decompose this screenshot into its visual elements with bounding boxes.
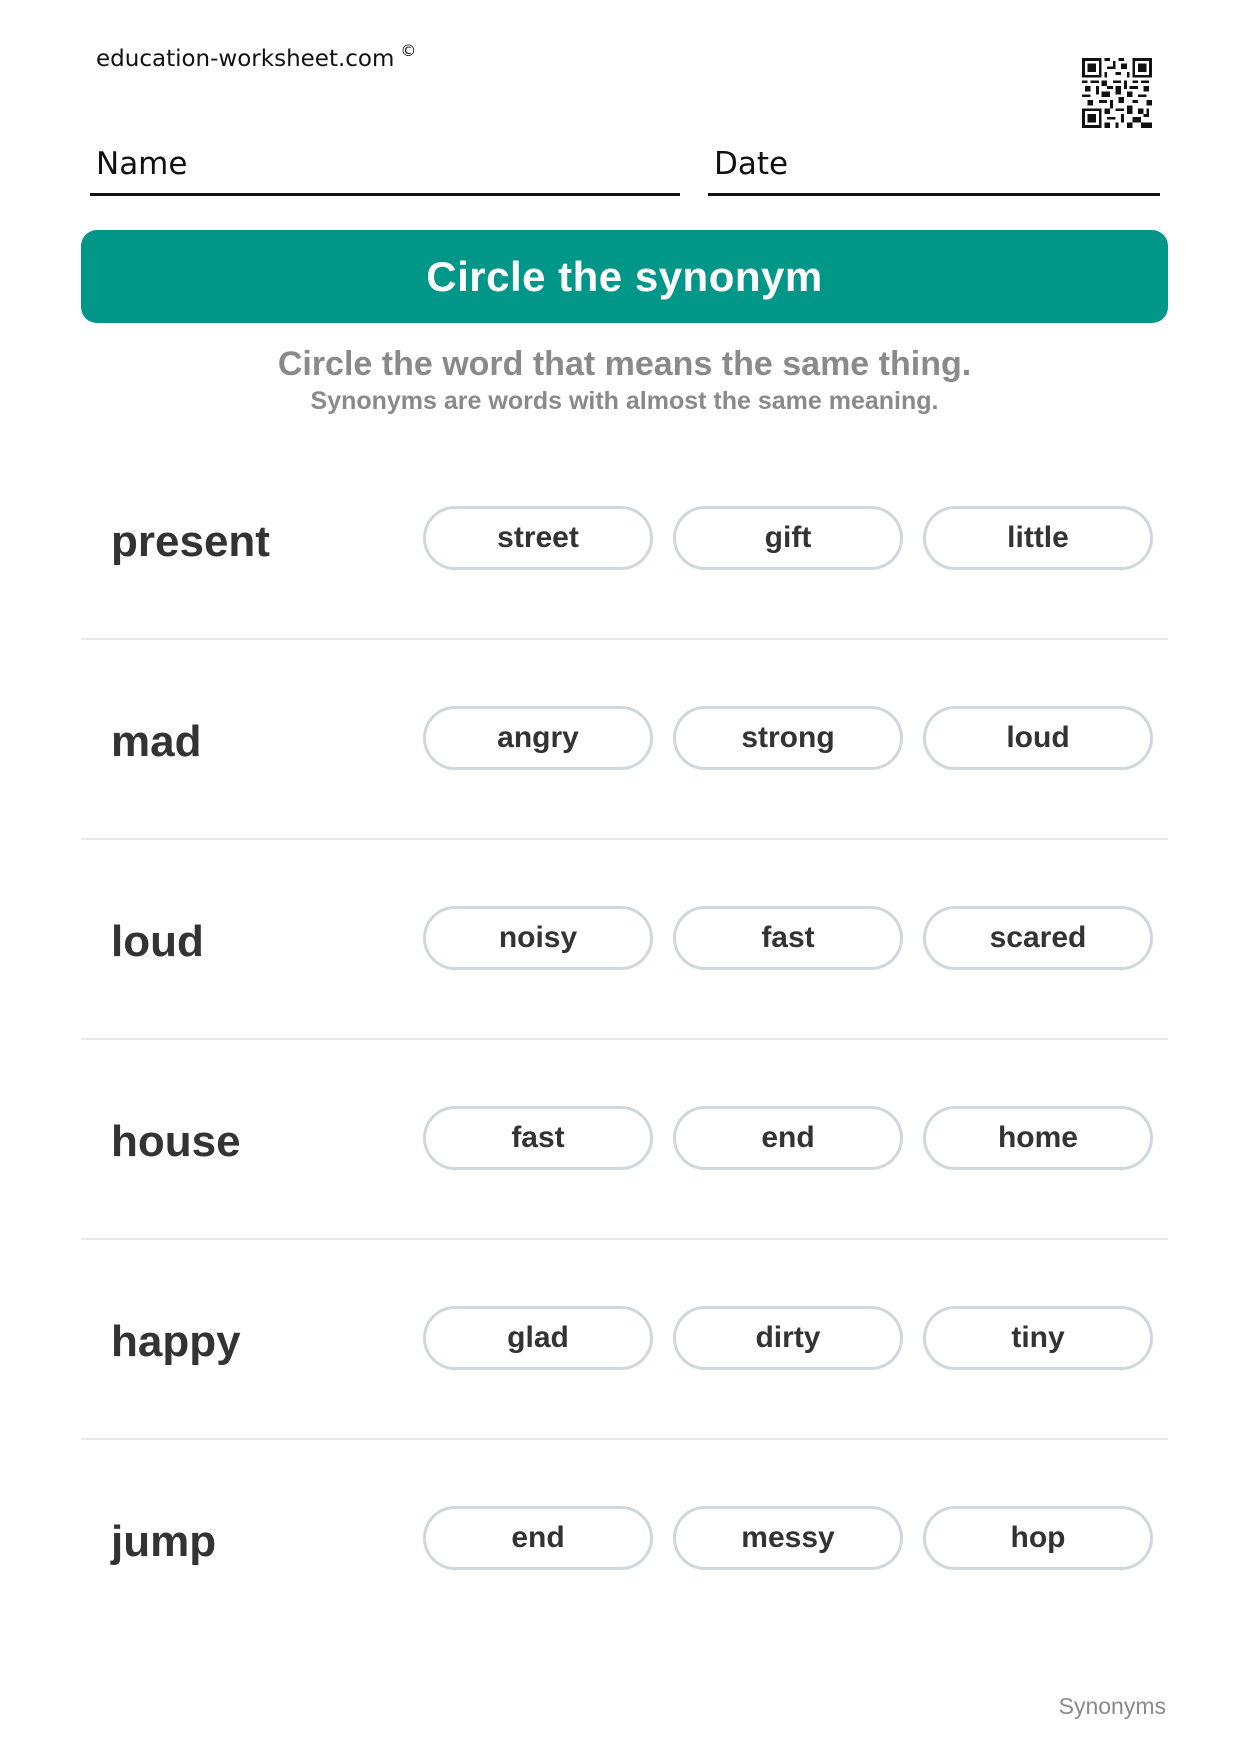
- answer-option[interactable]: end: [423, 1506, 653, 1570]
- question-row: [81, 640, 1168, 840]
- answer-option[interactable]: street: [423, 506, 653, 570]
- name-label: Name: [96, 146, 188, 182]
- answer-options: [423, 1506, 1153, 1570]
- instructions: [81, 342, 1168, 416]
- answer-option[interactable]: end: [673, 1106, 903, 1170]
- question-row: [81, 1440, 1168, 1640]
- answer-option[interactable]: glad: [423, 1306, 653, 1370]
- title-banner: [81, 230, 1168, 323]
- question-row: [81, 1040, 1168, 1240]
- answer-option[interactable]: angry: [423, 706, 653, 770]
- answer-options: [423, 1106, 1153, 1170]
- name-field[interactable]: [90, 140, 680, 196]
- answer-option[interactable]: dirty: [673, 1306, 903, 1370]
- date-label: Date: [714, 146, 789, 182]
- answer-option[interactable]: messy: [673, 1506, 903, 1570]
- target-word: present: [111, 517, 270, 566]
- site-url-text: education-worksheet.com: [96, 46, 395, 72]
- target-word: jump: [111, 1517, 217, 1566]
- answer-option[interactable]: strong: [673, 706, 903, 770]
- answer-option[interactable]: home: [923, 1106, 1153, 1170]
- question-row: [81, 440, 1168, 640]
- answer-options: [423, 506, 1153, 570]
- target-word: loud: [111, 917, 204, 966]
- qr-code-icon: [1082, 58, 1152, 128]
- answer-option[interactable]: noisy: [423, 906, 653, 970]
- answer-option[interactable]: tiny: [923, 1306, 1153, 1370]
- answer-options: [423, 706, 1153, 770]
- target-word: happy: [111, 1317, 241, 1366]
- question-row: [81, 1240, 1168, 1440]
- target-word: house: [111, 1117, 241, 1166]
- site-url: [96, 41, 417, 72]
- answer-options: [423, 1306, 1153, 1370]
- question-row: [81, 840, 1168, 1040]
- answer-option[interactable]: fast: [673, 906, 903, 970]
- date-field[interactable]: [708, 140, 1160, 196]
- footer-label: Synonyms: [1058, 1693, 1166, 1719]
- instructions-sub: Synonyms are words with almost the same meaning.: [310, 387, 939, 415]
- answer-option[interactable]: little: [923, 506, 1153, 570]
- answer-option[interactable]: fast: [423, 1106, 653, 1170]
- worksheet-title: Circle the synonym: [426, 252, 823, 300]
- answer-option[interactable]: loud: [923, 706, 1153, 770]
- target-word: mad: [111, 717, 202, 766]
- instructions-main: Circle the word that means the same thing.: [277, 345, 972, 383]
- answer-option[interactable]: scared: [923, 906, 1153, 970]
- copyright-symbol: ©: [400, 41, 417, 60]
- answer-option[interactable]: gift: [673, 506, 903, 570]
- answer-options: [423, 906, 1153, 970]
- question-list: [81, 440, 1168, 1640]
- answer-option[interactable]: hop: [923, 1506, 1153, 1570]
